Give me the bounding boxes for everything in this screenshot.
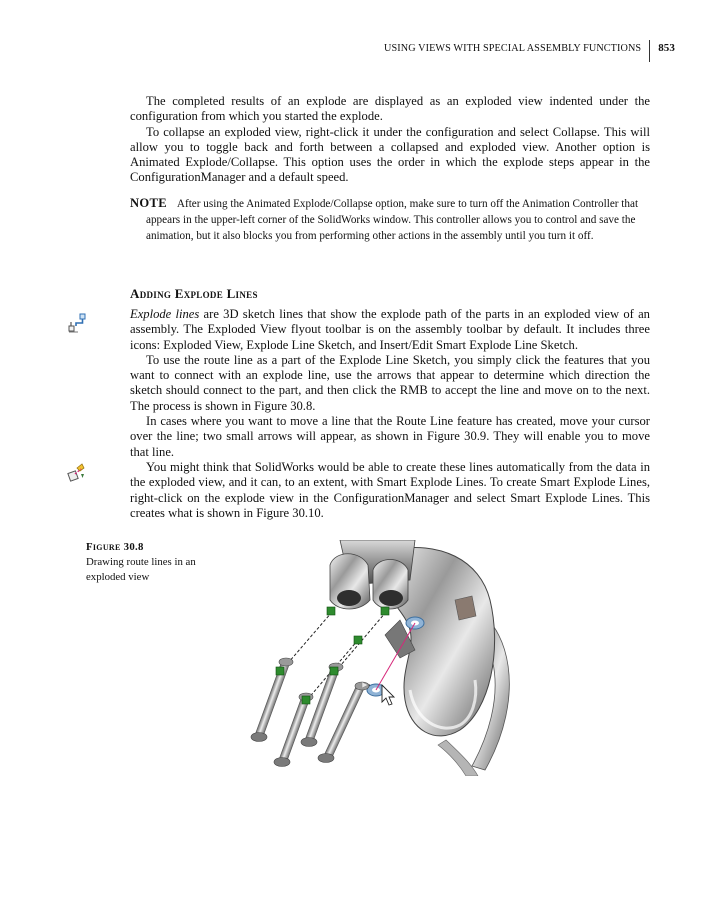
section-paragraph-3: In cases where you want to move a line that the Route Line feature has created, move your cursor over the line; two small arrows will appear, as shown in Figure 30.9. They will enable you to move that line. [130, 414, 650, 459]
pin-1 [251, 658, 293, 742]
section-paragraph-1-rest: are 3D sketch lines that show the explode path of the parts in an exploded view of an assembly. The Exploded View flyout toolbar is on the assembly toolbar by default. It includes three icons: Exploded View, Explode Line Sketch, and Insert/Edit Smart Explode Line Sketch. [130, 307, 650, 352]
figure-caption-text: Drawing route lines in an exploded view [86, 556, 196, 583]
section-paragraph-4: You might think that SolidWorks would be able to create these lines automatically from the data in the exploded view, and it can, to an extent, with Smart Explode Lines. To create Smart Explode Lines, right-click on the explode view in the ConfigurationManager and select Smart Explode Lines. This creates what is shown in Figure 30.10. [130, 459, 650, 520]
section-paragraph-1 [130, 307, 650, 353]
running-head [384, 40, 675, 62]
figure-label: Figure 30.8 [86, 541, 144, 553]
note-box [130, 195, 650, 245]
handle-5 [330, 667, 338, 675]
note-label: NOTE [130, 196, 167, 210]
handle-6 [302, 696, 310, 704]
exploded-assembly-drawing [210, 540, 525, 776]
cursor-icon [382, 685, 394, 705]
page-number: 853 [658, 42, 675, 54]
handle-2 [381, 607, 389, 615]
intro-text [130, 94, 650, 186]
header-divider [649, 40, 650, 62]
note-text: After using the Animated Explode/Collapse option, make sure to turn off the Animation Controller that appears in the upper-left corner of the SolidWorks window. This controller allows you to control and save the animation, but it also blocks you from performing other actions in the assembly until you turn it off. [146, 198, 639, 243]
running-title: USING VIEWS WITH SPECIAL ASSEMBLY FUNCTIONS [384, 43, 642, 54]
explode-line-sketch-icon [66, 312, 88, 334]
intro-paragraph-2: To collapse an exploded view, right-click it under the configuration and select Collapse. This will allow you to toggle back and forth between a collapsed and exploded view. Another option is Animated Explode/Collapse. This option uses the order in which the explode steps appear in the ConfigurationManager and a default speed. [130, 124, 650, 185]
term-explode-lines: Explode lines [130, 307, 200, 321]
section-text [130, 307, 650, 521]
section-paragraph-2: To use the route line as a part of the Explode Line Sketch, you simply click the features that you want to connect with an explode line, use the arrows that appear to determine which direction the sketch should connect to the part, and then click the RMB to accept the line and move on to the next. The process is shown in Figure 30.8. [130, 352, 650, 413]
smart-explode-line-icon [66, 462, 88, 484]
handle-3 [354, 636, 362, 644]
section-heading: Adding Explode Lines [130, 286, 258, 301]
figure-exploded-view [210, 540, 525, 776]
handle-4 [276, 667, 284, 675]
figure-caption [86, 540, 206, 585]
intro-paragraph-1: The completed results of an explode are displayed as an exploded view indented under the configuration from which you started the explode. [130, 94, 650, 124]
handle-1 [327, 607, 335, 615]
